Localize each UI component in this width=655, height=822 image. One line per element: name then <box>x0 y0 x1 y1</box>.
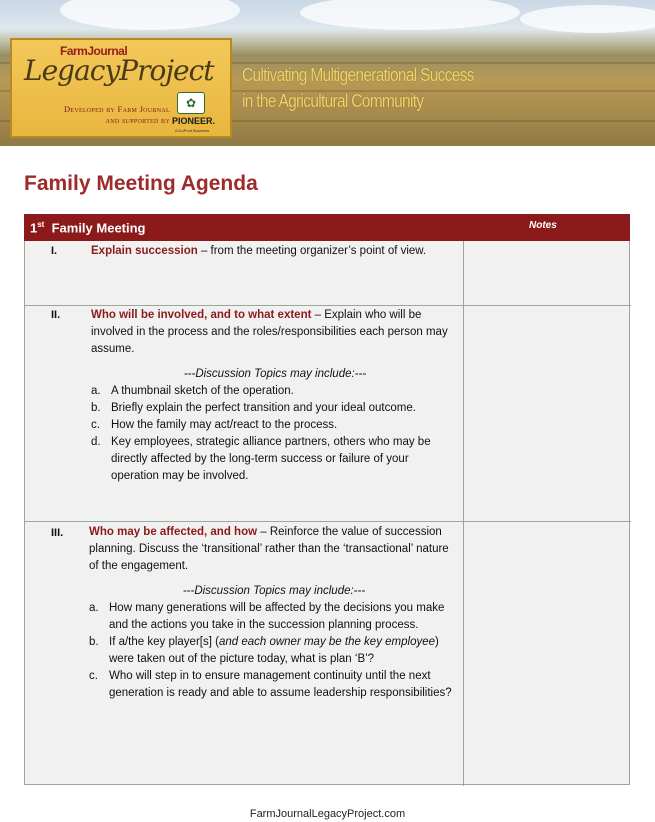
section-title: Who will be involved, and to what extent <box>91 309 312 321</box>
list-marker: c. <box>91 419 100 431</box>
list-marker: b. <box>91 402 101 414</box>
list-marker: c. <box>89 670 98 682</box>
section-i <box>91 243 457 260</box>
list-item-text: If a/the key player[s] ( <box>109 636 219 648</box>
list-item-text: Who will step in to ensure management continuity until the next generation is ready and able to assume leadership responsibilities? <box>109 670 452 699</box>
agenda-table <box>24 214 630 785</box>
section-intro <box>89 524 459 575</box>
list-item <box>91 417 459 434</box>
list-item-text: Briefly explain the perfect transition and your ideal outcome. <box>111 402 416 414</box>
tagline <box>242 62 474 114</box>
section-number: II. <box>51 309 61 321</box>
page-title: Family Meeting Agenda <box>24 172 258 195</box>
tagline-line-2: in the Agricultural Community <box>242 91 424 111</box>
section-intro <box>91 307 459 358</box>
list-marker: a. <box>91 385 101 397</box>
section-description: – Reinforce the value of succession planning. Discuss the ‘transitional’ rather than the ‘transactional’ nature of the engagement. <box>89 526 449 572</box>
meeting-heading <box>30 220 146 235</box>
cloud-decoration <box>520 5 655 33</box>
section-iii <box>89 524 459 702</box>
list-item <box>91 400 459 417</box>
discussion-topics-label: ---Discussion Topics may include:--- <box>183 368 367 380</box>
section-description: – Explain who will be involved in the process and the roles/responsibilities each person may assume. <box>91 309 448 355</box>
cloud-decoration <box>300 0 520 30</box>
meeting-heading-text: Family Meeting <box>51 220 146 236</box>
pioneer-seal-icon: ✿ <box>177 92 205 114</box>
notes-cell[interactable] <box>464 242 629 304</box>
pioneer-subtitle: A DuPont Business <box>175 128 210 133</box>
list-item-text: ) were taken out of the picture today, what is plan ‘B’? <box>109 636 439 665</box>
list-item-text: How the family may act/react to the process. <box>111 419 338 431</box>
section-title: Who may be affected, and how <box>89 526 258 538</box>
notes-column-header: Notes <box>529 220 557 231</box>
footer-url[interactable]: FarmJournalLegacyProject.com <box>249 808 406 820</box>
meeting-ordinal: 1 <box>30 220 38 236</box>
farm-journal-wordmark: FarmJournal <box>60 44 128 58</box>
topic-list <box>89 600 459 702</box>
list-marker: d. <box>91 436 101 448</box>
cloud-decoration <box>60 0 240 30</box>
list-item-emphasis: and each owner may be the key employee <box>218 636 436 648</box>
list-item <box>91 434 459 485</box>
list-item-text: How many generations will be affected by the decisions you make and the actions you take in the succession planning process. <box>109 602 445 631</box>
legacy-project-wordmark: LegacyProject <box>24 54 214 87</box>
table-header-row <box>24 214 630 241</box>
section-description: – from the meeting organizer’s point of view. <box>197 245 427 257</box>
list-item <box>91 383 459 400</box>
developed-line-2: and supported by <box>105 115 170 125</box>
legacy-project-logo <box>10 38 232 138</box>
list-item <box>89 634 459 668</box>
tagline-line-1: Cultivating Multigenerational Success <box>242 65 474 85</box>
list-item-text: A thumbnail sketch of the operation. <box>111 385 294 397</box>
topic-list <box>91 383 459 485</box>
notes-cell[interactable] <box>464 306 629 520</box>
notes-cell[interactable] <box>464 522 629 784</box>
meeting-ordinal-suffix: st <box>37 220 45 229</box>
discussion-topics-label: ---Discussion Topics may include:--- <box>182 585 366 597</box>
list-item <box>89 600 459 634</box>
header-banner <box>0 0 655 146</box>
list-item <box>89 668 459 702</box>
list-item-text: Key employees, strategic alliance partners, others who may be directly affected by the long-term success or failure of your operation may be involved. <box>111 436 431 482</box>
section-ii <box>91 307 459 485</box>
developed-by-text <box>20 104 170 126</box>
list-marker: a. <box>89 602 99 614</box>
developed-line-1: Developed by Farm Journal <box>63 104 170 114</box>
section-number: III. <box>51 527 64 539</box>
section-title: Explain succession <box>91 245 198 257</box>
list-marker: b. <box>89 636 99 648</box>
section-number: I. <box>51 245 58 257</box>
pioneer-wordmark: PIONEER. <box>172 116 216 126</box>
